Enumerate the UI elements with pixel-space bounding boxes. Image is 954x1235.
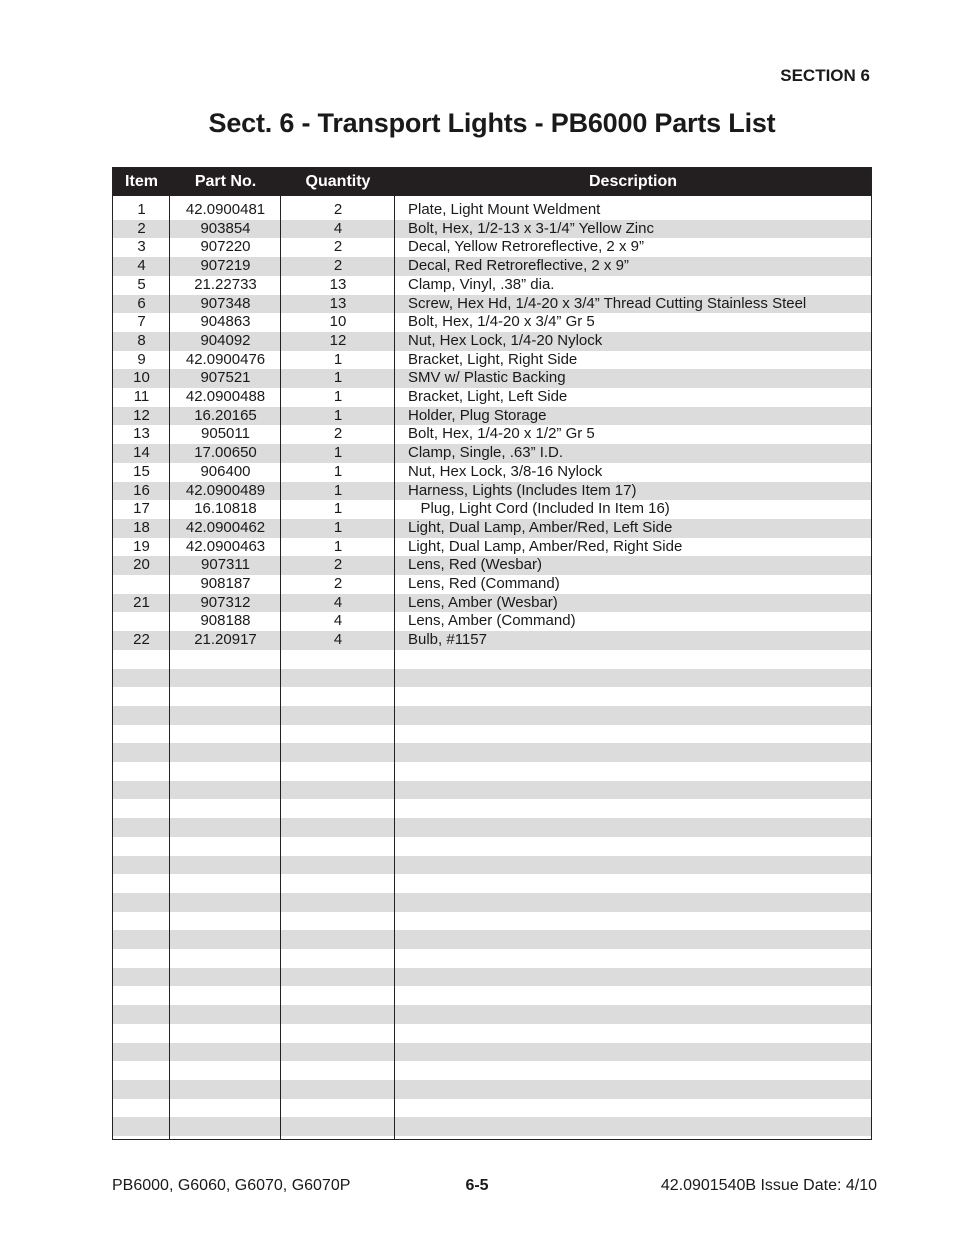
col-header-item: Item <box>125 173 158 190</box>
item-cell: 7 <box>137 313 146 331</box>
quantity-cell: 13 <box>329 275 347 293</box>
part-number-cell: 42.0900481 <box>185 201 266 218</box>
row-stripe <box>113 781 871 800</box>
description-cell: Light, Dual Lamp, Amber/Red, Left Side <box>408 518 673 536</box>
table-row <box>113 425 871 444</box>
row-stripe <box>113 706 871 725</box>
item-cell: 10 <box>133 369 150 387</box>
description-cell: Bulb, #1157 <box>408 631 487 649</box>
table-row <box>113 313 871 332</box>
page-title: Sect. 6 - Transport Lights - PB6000 Parts List <box>208 108 776 138</box>
col-header-part: Part No. <box>194 173 257 190</box>
item-cell: 22 <box>133 631 150 649</box>
table-row <box>113 257 871 276</box>
column-divider <box>280 196 281 1139</box>
part-number-cell: 42.0900463 <box>185 537 266 555</box>
column-divider <box>394 196 395 1139</box>
part-number-cell: 904863 <box>200 313 251 331</box>
table-row <box>113 220 871 239</box>
row-stripe <box>113 893 871 912</box>
part-number-cell: 907521 <box>200 369 251 387</box>
part-number-cell: 907312 <box>200 593 251 611</box>
part-number-cell: 16.20165 <box>194 406 257 424</box>
col-header-quantity: Quantity <box>305 173 371 190</box>
item-cell: 4 <box>137 257 146 275</box>
table-row <box>113 444 871 463</box>
part-number-cell: 21.20917 <box>194 631 257 649</box>
col-header-description: Description <box>588 173 677 190</box>
footer-page-number: 6-5 <box>465 1177 489 1194</box>
item-cell: 15 <box>133 462 150 480</box>
part-number-cell: 17.00650 <box>194 444 257 462</box>
quantity-cell: 13 <box>329 294 347 312</box>
table-row <box>113 276 871 295</box>
quantity-cell: 1 <box>333 462 343 480</box>
quantity-cell: 2 <box>333 257 343 275</box>
part-number-cell: 42.0900488 <box>185 388 266 405</box>
part-number-cell: 908187 <box>200 575 251 592</box>
item-cell: 17 <box>133 500 150 518</box>
table-row <box>113 631 871 650</box>
part-number-cell: 907219 <box>200 257 251 275</box>
row-stripe <box>113 1117 871 1136</box>
description-cell: Bracket, Light, Left Side <box>408 388 568 405</box>
item-cell: 1 <box>137 201 146 218</box>
table-header <box>113 168 871 196</box>
quantity-cell: 2 <box>333 556 343 574</box>
quantity-cell: 10 <box>329 313 347 331</box>
item-cell: 18 <box>133 518 150 536</box>
description-cell: Lens, Red (Wesbar) <box>408 556 542 574</box>
description-cell: Lens, Amber (Command) <box>408 612 576 630</box>
description-cell: Harness, Lights (Includes Item 17) <box>408 481 637 499</box>
description-cell: Nut, Hex Lock, 3/8-16 Nylock <box>408 462 603 480</box>
part-number-cell: 42.0900462 <box>185 518 266 536</box>
table-row <box>113 594 871 613</box>
quantity-cell: 1 <box>333 537 343 555</box>
description-cell: Clamp, Vinyl, .38” dia. <box>408 275 555 293</box>
item-cell: 12 <box>133 406 150 424</box>
quantity-cell: 1 <box>333 350 343 368</box>
quantity-cell: 4 <box>333 631 343 649</box>
quantity-cell: 4 <box>333 593 343 611</box>
table-row <box>113 351 871 370</box>
item-cell: 19 <box>133 537 150 555</box>
item-cell: 16 <box>133 481 150 499</box>
row-stripe <box>113 669 871 688</box>
part-number-cell: 21.22733 <box>194 275 257 293</box>
quantity-cell: 2 <box>333 201 343 218</box>
row-stripe <box>113 743 871 762</box>
row-stripe <box>113 818 871 837</box>
quantity-cell: 2 <box>333 425 343 443</box>
quantity-cell: 2 <box>333 238 343 256</box>
description-cell: Bolt, Hex, 1/4-20 x 1/2” Gr 5 <box>408 425 595 443</box>
part-number-cell: 16.10818 <box>194 500 257 518</box>
description-cell: Plug, Light Cord (Included In Item 16) <box>408 500 670 518</box>
quantity-cell: 4 <box>333 219 343 237</box>
part-number-cell: 903854 <box>200 219 251 237</box>
description-cell: Bolt, Hex, 1/4-20 x 3/4” Gr 5 <box>408 313 595 331</box>
part-number-cell: 907348 <box>200 294 251 312</box>
quantity-cell: 1 <box>333 481 343 499</box>
row-stripe <box>113 968 871 987</box>
item-cell: 20 <box>133 556 150 574</box>
part-number-cell: 908188 <box>200 612 251 630</box>
description-cell: Clamp, Single, .63” I.D. <box>408 444 564 462</box>
item-cell: 9 <box>137 350 146 368</box>
description-cell: Screw, Hex Hd, 1/4-20 x 3/4” Thread Cutting Stainless Steel <box>408 294 807 312</box>
parts-table <box>112 167 872 1140</box>
row-stripe <box>113 1043 871 1062</box>
row-stripe <box>113 1005 871 1024</box>
column-divider <box>169 196 170 1139</box>
part-number-cell: 42.0900489 <box>185 481 266 499</box>
footer-models: PB6000, G6060, G6070, G6070P <box>112 1177 351 1194</box>
item-cell: 2 <box>137 219 146 237</box>
row-stripe <box>113 1080 871 1099</box>
section-label: SECTION 6 <box>780 66 870 85</box>
table-row <box>113 407 871 426</box>
table-row <box>113 201 871 220</box>
table-row <box>113 519 871 538</box>
quantity-cell: 4 <box>333 612 343 630</box>
description-cell: Decal, Yellow Retroreflective, 2 x 9” <box>408 238 644 256</box>
description-cell: Light, Dual Lamp, Amber/Red, Right Side <box>408 537 683 555</box>
table-row <box>113 538 871 557</box>
description-cell: Nut, Hex Lock, 1/4-20 Nylock <box>408 331 603 349</box>
description-cell: Lens, Red (Command) <box>408 575 560 592</box>
table-row <box>113 388 871 407</box>
item-cell: 21 <box>133 593 150 611</box>
item-cell: 5 <box>137 275 146 293</box>
quantity-cell: 1 <box>333 444 343 462</box>
row-stripe <box>113 856 871 875</box>
table-row <box>113 612 871 631</box>
row-stripe <box>113 930 871 949</box>
table-body <box>113 196 871 1140</box>
part-number-cell: 905011 <box>201 425 250 443</box>
description-cell: Bolt, Hex, 1/2-13 x 3-1/4” Yellow Zinc <box>408 219 654 237</box>
table-row <box>113 482 871 501</box>
item-cell: 13 <box>133 425 150 443</box>
part-number-cell: 907220 <box>200 238 251 256</box>
quantity-cell: 1 <box>333 406 343 424</box>
table-row <box>113 556 871 575</box>
description-cell: Bracket, Light, Right Side <box>408 350 578 368</box>
quantity-cell: 1 <box>333 388 343 405</box>
quantity-cell: 1 <box>333 518 343 536</box>
table-row <box>113 369 871 388</box>
table-row <box>113 463 871 482</box>
quantity-cell: 1 <box>333 369 343 387</box>
part-number-cell: 907311 <box>201 556 250 574</box>
description-cell: Holder, Plug Storage <box>408 406 547 424</box>
item-cell: 14 <box>133 444 150 462</box>
part-number-cell: 42.0900476 <box>185 350 266 368</box>
quantity-cell: 12 <box>329 331 347 349</box>
part-number-cell: 904092 <box>200 331 251 349</box>
quantity-cell: 1 <box>333 500 343 518</box>
footer-doc-id: 42.0901540B Issue Date: 4/10 <box>660 1177 877 1194</box>
quantity-cell: 2 <box>333 575 343 592</box>
table-row <box>113 238 871 257</box>
table-row <box>113 500 871 519</box>
description-cell: Decal, Red Retroreflective, 2 x 9” <box>408 257 629 275</box>
item-cell: 11 <box>133 388 150 405</box>
item-cell: 3 <box>137 238 146 256</box>
item-cell: 8 <box>137 331 146 349</box>
part-number-cell: 906400 <box>200 462 251 480</box>
item-cell: 6 <box>137 294 146 312</box>
description-cell: Plate, Light Mount Weldment <box>408 201 601 218</box>
table-row <box>113 575 871 594</box>
description-cell: Lens, Amber (Wesbar) <box>408 593 558 611</box>
table-row <box>113 332 871 351</box>
table-row <box>113 295 871 314</box>
description-cell: SMV w/ Plastic Backing <box>408 369 566 387</box>
